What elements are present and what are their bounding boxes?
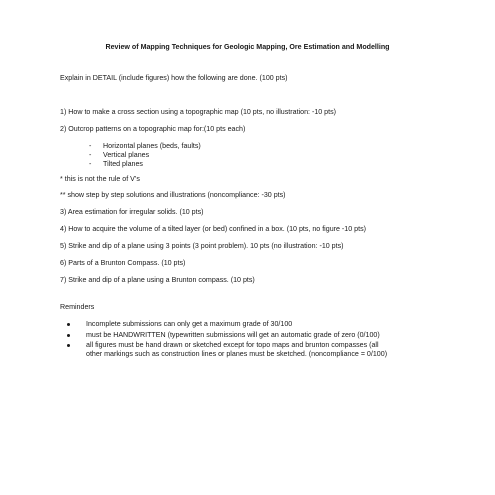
dash-marker: - xyxy=(89,160,92,168)
note-v-rule: * this is not the rule of V’s xyxy=(60,175,140,183)
reminder-text: Incomplete submissions can only get a maximum grade of 30/100 xyxy=(86,320,293,328)
bullet-icon xyxy=(67,334,70,337)
instructions-intro: Explain in DETAIL (include figures) how the following are done. (100 pts) xyxy=(60,74,288,82)
document-title: Review of Mapping Techniques for Geologic Mapping, Ore Estimation and Modelling xyxy=(105,43,390,51)
subitem-tilted xyxy=(89,160,143,169)
note-step-by-step: ** show step by step solutions and illustrations (noncompliance: -30 pts) xyxy=(60,191,286,199)
subitem-horizontal xyxy=(89,142,201,151)
dash-marker: - xyxy=(89,142,92,150)
dash-marker: - xyxy=(89,151,92,159)
item-5: 5) Strike and dip of a plane using 3 points (3 point problem). 10 pts (no illustration: -10 pts) xyxy=(60,242,344,250)
item-7: 7) Strike and dip of a plane using a Brunton compass. (10 pts) xyxy=(60,276,255,284)
item-4: 4) How to acquire the volume of a tilted layer (or bed) confined in a box. (10 pts, no figure -10 pts) xyxy=(60,225,366,233)
item-2: 2) Outcrop patterns on a topographic map for:(10 pts each) xyxy=(60,125,246,133)
subitem-vertical xyxy=(89,151,149,160)
bullet-icon xyxy=(67,323,70,326)
bullet-icon xyxy=(67,344,70,347)
reminder-text: all figures must be hand drawn or sketched except for topo maps and brunton compasses (all xyxy=(86,341,379,349)
item-3: 3) Area estimation for irregular solids. (10 pts) xyxy=(60,208,204,216)
item-6: 6) Parts of a Brunton Compass. (10 pts) xyxy=(60,259,186,267)
reminder-figures-continued: other markings such as construction lines or planes must be sketched. (noncompliance = 0/100) xyxy=(86,350,388,358)
reminders-heading: Reminders xyxy=(60,303,95,311)
subitem-label: Horizontal planes (beds, faults) xyxy=(103,142,201,150)
item-1: 1) How to make a cross section using a topographic map (10 pts, no illustration: -10 pts) xyxy=(60,108,337,116)
reminder-text: must be HANDWRITTEN (typewritten submissions will get an automatic grade of zero (0/100) xyxy=(86,331,380,339)
subitem-label: Vertical planes xyxy=(103,151,150,159)
subitem-label: Tilted planes xyxy=(103,160,143,168)
